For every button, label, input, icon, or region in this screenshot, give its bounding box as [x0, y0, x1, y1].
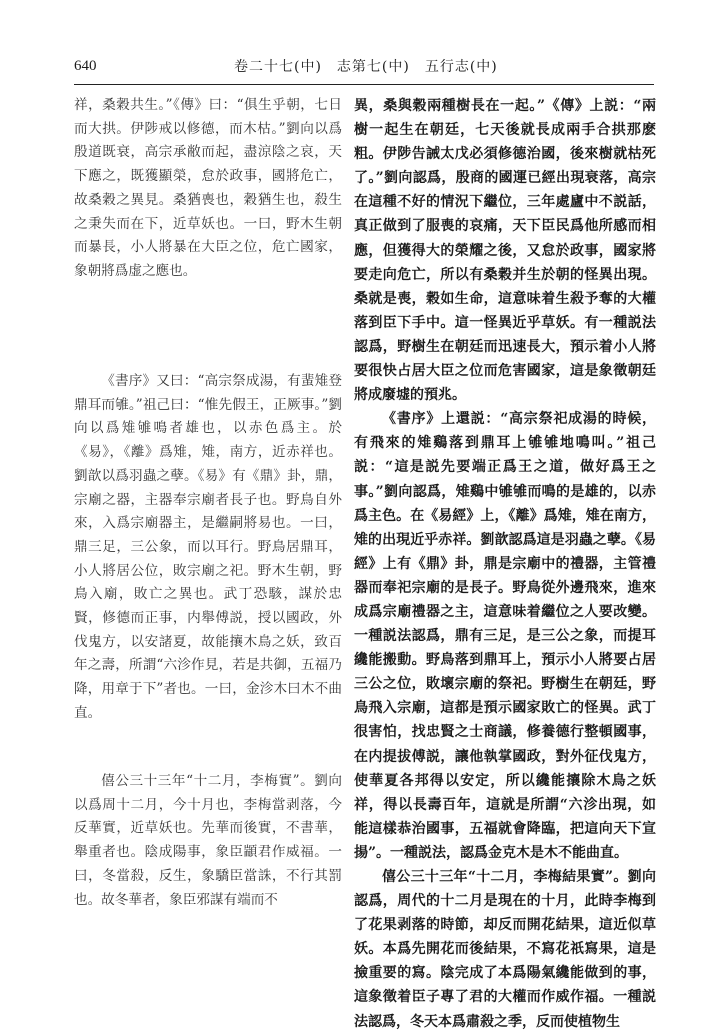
classical-paragraph-1: 祥，桑穀共生。”《傳》曰：“俱生乎朝，七日而大拱。伊陟戒以修德，而木枯。”劉向以爲殷道既衰，高宗承敝而起，盡涼陰之哀，天下應之，既獲顯榮，怠於政事，國將危亡，故桑穀之異見。桑猶喪也，穀猶生也，殺生之秉失而在下，近草妖也。一曰，野木生朝而暴長，小人將暴在大臣之位，危亡國家，象朝將爲虚之應也。 — [74, 97, 342, 279]
page-number: 640 — [74, 58, 97, 74]
translation-paragraph-2: 《書序》上還説：“高宗祭祀成湯的時候，有飛來的雉鷄落到鼎耳上雊雊地鳴叫。”祖己説：“這是説先要端正爲王之道，做好爲王之事。”劉向認爲，雉鷄中雊雊而鳴的是雄的，以赤爲主色。在《易經》上，《離》爲雉，雉在南方，雉的出現近乎赤祥。劉歆認爲這是羽蟲之孽。《易經》上有《鼎》卦，鼎是宗廟中的禮器，主管禮器而奉祀宗廟的是長子。野鳥從外邊飛來，進來成爲宗廟禮器之主，這意味着繼位之人要改變。一種説法認爲，鼎有三足，是三公之象，而提耳纔能搬動。野鳥落到鼎耳上，預示小人將要占居三公之位，敗壞宗廟的祭祀。野樹生在朝廷，野鳥飛入宗廟，這都是預示國家敗亡的怪異。武丁很害怕，找忠賢之士商議，修養德行整頓國事，在内提拔傅説，讓他執掌國政，對外征伐鬼方，使華夏各邦得以安定，所以纔能攘除木鳥之妖祥，得以長壽百年，這就是所謂“六沴出現，如能這樣恭治國事，五福就會降臨，把這向天下宣揚”。一種説法，認爲金克木是木不能曲直。 — [354, 411, 656, 861]
header-rule — [74, 84, 654, 85]
classical-paragraph-2: 《書序》又曰：“高宗祭成湯，有蜚雉登鼎耳而雊。”祖己曰：“惟先假王，正厥事。”劉向以爲雉雊鳴者雄也，以赤色爲主。於《易》，《離》爲雉，雉，南方，近赤祥也。劉歆以爲羽蟲之孽。《易》有《鼎》卦，鼎，宗廟之器，主器奉宗廟者長子也。野鳥自外來，入爲宗廟器主，是繼嗣將易也。一曰，鼎三足，三公象，而以耳行。野鳥居鼎耳，小人將居公位，敗宗廟之祀。野木生朝，野鳥入廟，敗亡之異也。武丁恐駭，謀於忠賢，修德而正事，内舉傅説，授以國政，外伐鬼方，以安諸夏，故能攘木鳥之妖，致百年之壽，所謂“六沴作見，若是共御，五福乃降，用章于下”者也。一曰，金沴木曰木不曲直。 — [74, 373, 342, 721]
running-header — [74, 56, 654, 82]
translation-column — [354, 94, 656, 1034]
classical-paragraph-3: 僖公三十三年“十二月，李梅實”。劉向以爲周十二月，今十月也，李梅當剥落，今反華實，近草妖也。先華而後實，不書華，舉重者也。陰成陽事，象臣顓君作威福。一曰，冬當殺，反生，象驕臣當誅，不行其罰也。故冬華者，象臣邪謀有端而不 — [74, 773, 342, 908]
translation-paragraph-1: 異，桑與穀兩種樹長在一起。”《傳》上説：“兩樹一起生在朝廷，七天後就長成兩手合拱那麽粗。伊陟告誡太戊必須修德治國，後來樹就枯死了。”劉向認爲，殷商的國運已經出現衰落，高宗在這種不好的情況下繼位，三年處廬中不説話，真正做到了服喪的哀痛，天下臣民爲他所感而相應，但獲得大的榮耀之後，又怠於政事，國家將要走向危亡，所以有桑穀并生於朝的怪異出現。桑就是喪，穀如生命，這意味着生殺予奪的大權落到臣下手中。這一怪異近乎草妖。有一種説法認爲，野樹生在朝廷而迅速長大，預示着小人將要很快占居大臣之位而危害國家，這是象徵朝廷將成廢墟的預兆。 — [354, 98, 656, 404]
translation-paragraph-3: 僖公三十三年“十二月，李梅結果實”。劉向認爲，周代的十二月是現在的十月，此時李梅到了花果剥落的時節，却反而開花結果，這近似草妖。本爲先開花而後結果，不寫花祇寫果，這是撿重要的寫。陰完成了本爲陽氣纔能做到的事，這象徵着臣子專了君的大權而作威作福。一種説法認爲，冬天本爲肅殺之季，反而使植物生 — [354, 869, 656, 1030]
running-head-title: 卷二十七(中) 志第七(中) 五行志(中) — [234, 59, 498, 75]
